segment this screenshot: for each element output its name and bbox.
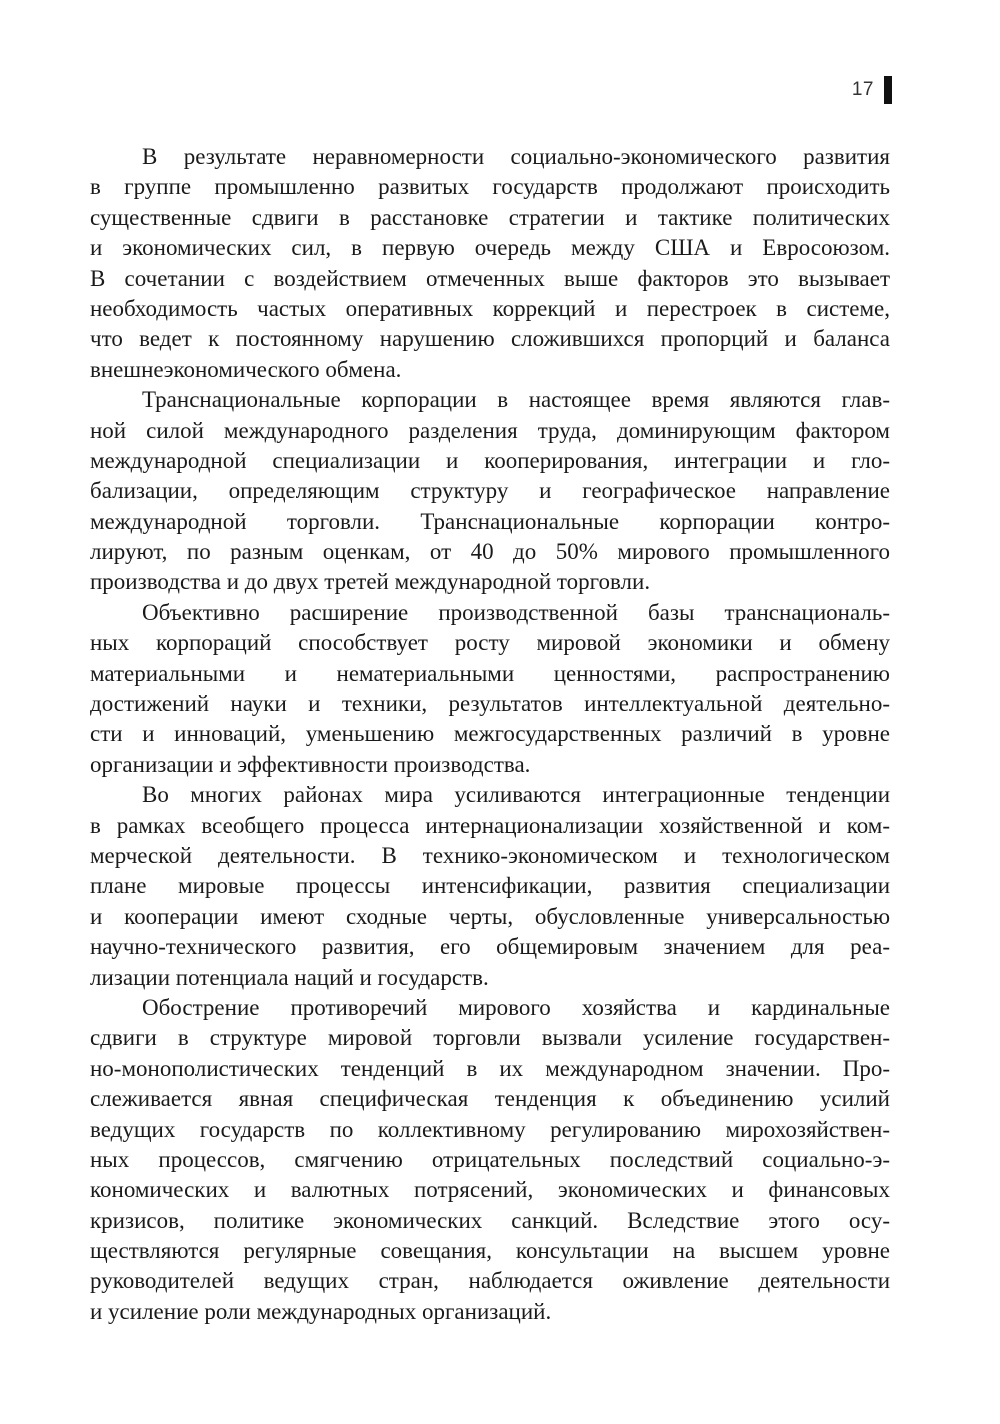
text-line: слеживается явная специфическая тенденция к объединению усилий <box>90 1086 890 1112</box>
paragraph <box>90 780 890 993</box>
text-line: ных процессов, смягчению отрицательных последствий социально-э- <box>90 1146 890 1172</box>
text-line: В результате неравномерности социально-экономического развития <box>142 144 890 169</box>
text-line: международной специализации и кооперирования, интеграции и гло- <box>90 447 890 473</box>
text-line: и кооперации имеют сходные черты, обусловленные универсальностью <box>90 903 890 929</box>
text-line: что ведет к постоянному нарушению сложившихся пропорций и баланса <box>90 326 890 352</box>
text-line: сдвиги в структуре мировой торговли вызвали усиление государствен- <box>90 1025 890 1051</box>
paragraph <box>90 993 890 1327</box>
text-line: ществляются регулярные совещания, консультации на высшем уровне <box>90 1238 890 1264</box>
text-line: кризисов, политике экономических санкций. Вследствие этого осу- <box>90 1207 890 1233</box>
text-line: ведущих государств по коллективному регулированию мирохозяйствен- <box>90 1116 890 1142</box>
text-line: достижений науки и техники, результатов интеллектуальной деятельно- <box>90 691 890 717</box>
text-line: существенные сдвиги в расстановке стратегии и тактике политических <box>90 204 890 230</box>
text-line: и экономических сил, в первую очередь между США и Евросоюзом. <box>90 235 890 261</box>
text-line: и усиление роли международных организаций. <box>90 1298 552 1324</box>
text-line: лизации потенциала наций и государств. <box>90 964 489 990</box>
text-line: руководителей ведущих стран, наблюдается оживление деятельности <box>90 1268 890 1294</box>
text-line: необходимость частых оперативных коррекций и перестроек в системе, <box>90 295 890 321</box>
text-line: сти и инноваций, уменьшению межгосударственных различий в уровне <box>90 721 890 747</box>
text-line: В сочетании с воздействием отмеченных выше факторов это вызывает <box>90 265 890 291</box>
text-line: плане мировые процессы интенсификации, развития специализации <box>90 873 890 899</box>
text-line: Транснациональные корпорации в настоящее время являются глав- <box>142 387 890 413</box>
text-line: материальными и нематериальными ценностями, распространению <box>90 660 890 686</box>
text-line: ной силой международного разделения труда, доминирующим фактором <box>90 417 890 443</box>
paragraph <box>90 385 890 598</box>
page-number: 17 <box>851 79 874 100</box>
text-line: Во многих районах мира усиливаются интеграционные тенденции <box>142 782 890 808</box>
paragraph <box>90 142 890 385</box>
body-text <box>90 142 890 1327</box>
text-line: производства и до двух третей международной торговли. <box>90 569 651 595</box>
text-line: в рамках всеобщего процесса интернационализации хозяйственной и ком- <box>90 812 890 838</box>
text-line: организации и эффективности производства. <box>90 751 531 777</box>
text-line: Обострение противоречий мирового хозяйства и кардинальные <box>142 994 890 1020</box>
paragraph <box>90 598 890 780</box>
text-line: бализации, определяющим структуру и географическое направление <box>90 478 890 504</box>
text-line: Объективно расширение производственной базы транснациональ- <box>142 599 890 625</box>
text-line: кономических и валютных потрясений, экономических и финансовых <box>90 1177 890 1203</box>
text-line: лируют, по разным оценкам, от 40 до 50% мирового промышленного <box>90 539 890 565</box>
text-line: научно-технического развития, его общемировым значением для реа- <box>90 934 890 960</box>
text-line: внешнеэкономического обмена. <box>90 356 402 382</box>
text-line: в группе промышленно развитых государств продолжают происходить <box>90 174 890 200</box>
text-line: мерческой деятельности. В технико-экономическом и технологическом <box>90 842 890 868</box>
text-line: ных корпораций способствует росту мировой экономики и обмену <box>90 630 890 656</box>
text-line: международной торговли. Транснациональные корпорации контро- <box>90 508 890 534</box>
page-number-bar <box>884 76 892 104</box>
text-line: но-монополистических тенденций в их международном значении. Про- <box>90 1055 890 1081</box>
